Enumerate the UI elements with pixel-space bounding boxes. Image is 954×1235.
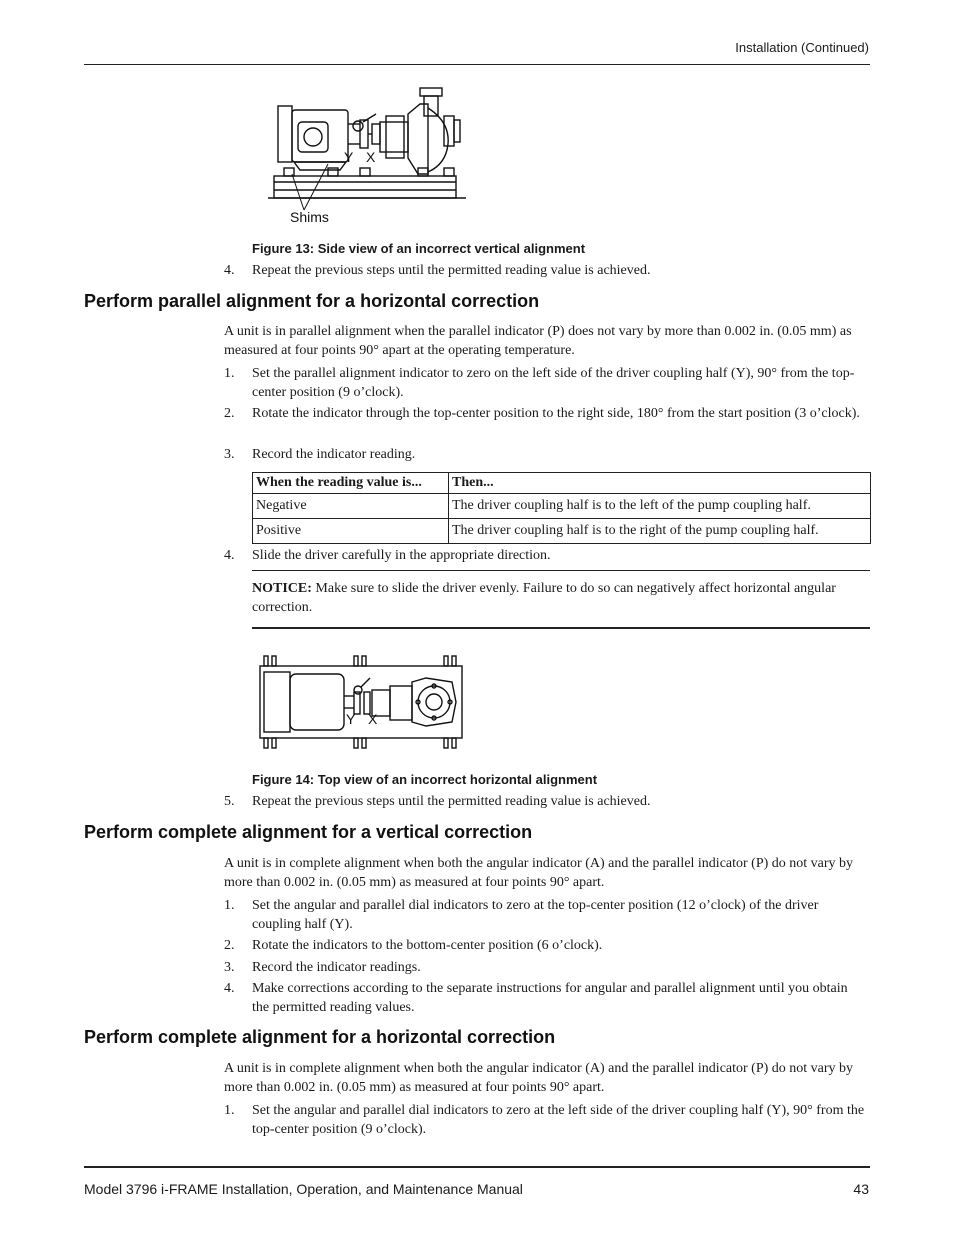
- section-heading-complete-horizontal: Perform complete alignment for a horizontal correction: [84, 1027, 556, 1047]
- list-item: 1. Set the angular and parallel dial indicators to zero at the left side of the driver coupling half (Y), 90° from the top-center position (9 o’clock).: [224, 1103, 865, 1137]
- running-header: Installation (Continued): [735, 40, 869, 55]
- paragraph-complete-horizontal-intro: A unit is in complete alignment when both the angular indicator (A) and the parallel indicator (P) do not vary by more than 0.002 in. (0.05 mm) as measured at four points 90° apart.: [224, 1061, 854, 1095]
- figure-13-caption: Figure 13: Side view of an incorrect vertical alignment: [252, 241, 586, 256]
- table-header-cell: Then...: [449, 473, 871, 494]
- figure-13-shims-callout: Shims: [290, 209, 329, 225]
- footer-manual-title: Model 3796 i-FRAME Installation, Operation, and Maintenance Manual: [84, 1181, 523, 1197]
- footer-rule: [84, 1166, 870, 1168]
- table-header-cell: When the reading value is...: [253, 473, 449, 494]
- list-item: 1. Set the angular and parallel dial indicators to zero at the top-center position (12 o’clock) of the driver coupling half (Y).: [224, 898, 819, 932]
- header-rule: [84, 64, 870, 65]
- table-row: [253, 519, 871, 544]
- figure-13-side-view-illustration: [268, 84, 468, 234]
- list-item: 2. Rotate the indicator through the top-center position to the right side, 180° from the start position (3 o’clock).: [224, 406, 860, 421]
- notice-bottom-rule: [252, 627, 870, 629]
- paragraph-parallel-intro: A unit is in parallel alignment when the parallel indicator (P) does not vary by more than 0.002 in. (0.05 mm) as measured at four points 90° apart at the operating temperature.: [224, 324, 852, 358]
- figure-13-label-x: X: [366, 149, 376, 165]
- notice-text: Make sure to slide the driver evenly. Failure to do so can negatively affect horizontal angular correction.: [252, 581, 836, 615]
- table-cell: Positive: [253, 519, 449, 544]
- table-header-row: [253, 473, 871, 494]
- section-heading-parallel-horizontal: Perform parallel alignment for a horizontal correction: [84, 291, 540, 311]
- figure-13-label-y: Y: [344, 149, 354, 165]
- table-cell: The driver coupling half is to the left of the pump coupling half.: [449, 494, 871, 519]
- notice-top-rule: [252, 570, 870, 571]
- list-item: 3. Record the indicator reading.: [224, 447, 416, 462]
- figure-14-label-x: X: [368, 711, 378, 727]
- list-item: 5. Repeat the previous steps until the permitted reading value is achieved.: [224, 794, 651, 809]
- footer-page-number: 43: [853, 1181, 869, 1197]
- list-item: 4. Repeat the previous steps until the permitted reading value is achieved.: [224, 263, 651, 278]
- reading-value-table: [252, 472, 871, 544]
- figure-14-top-view-illustration: [256, 652, 468, 752]
- notice-box: [252, 579, 862, 617]
- list-item: 3. Record the indicator readings.: [224, 960, 421, 975]
- list-item: 4. Slide the driver carefully in the appropriate direction.: [224, 548, 551, 563]
- figure-14-label-y: Y: [346, 711, 356, 727]
- paragraph-complete-vertical-intro: A unit is in complete alignment when both the angular indicator (A) and the parallel indicator (P) do not vary by more than 0.002 in. (0.05 mm) as measured at four points 90° apart.: [224, 856, 854, 890]
- table-cell: Negative: [253, 494, 449, 519]
- list-item: 2. Rotate the indicators to the bottom-center position (6 o’clock).: [224, 938, 603, 953]
- table-cell: The driver coupling half is to the right of the pump coupling half.: [449, 519, 871, 544]
- section-heading-complete-vertical: Perform complete alignment for a vertical correction: [84, 822, 533, 842]
- list-item: 4. Make corrections according to the separate instructions for angular and parallel alignment until you obtain the permitted reading values.: [224, 981, 848, 1015]
- table-row: [253, 494, 871, 519]
- figure-14-caption: Figure 14: Top view of an incorrect horizontal alignment: [252, 772, 598, 787]
- notice-label: NOTICE:: [252, 581, 312, 596]
- list-item: 1. Set the parallel alignment indicator to zero on the left side of the driver coupling half (Y), 90° from the top-center position (9 o’clock).: [224, 366, 855, 400]
